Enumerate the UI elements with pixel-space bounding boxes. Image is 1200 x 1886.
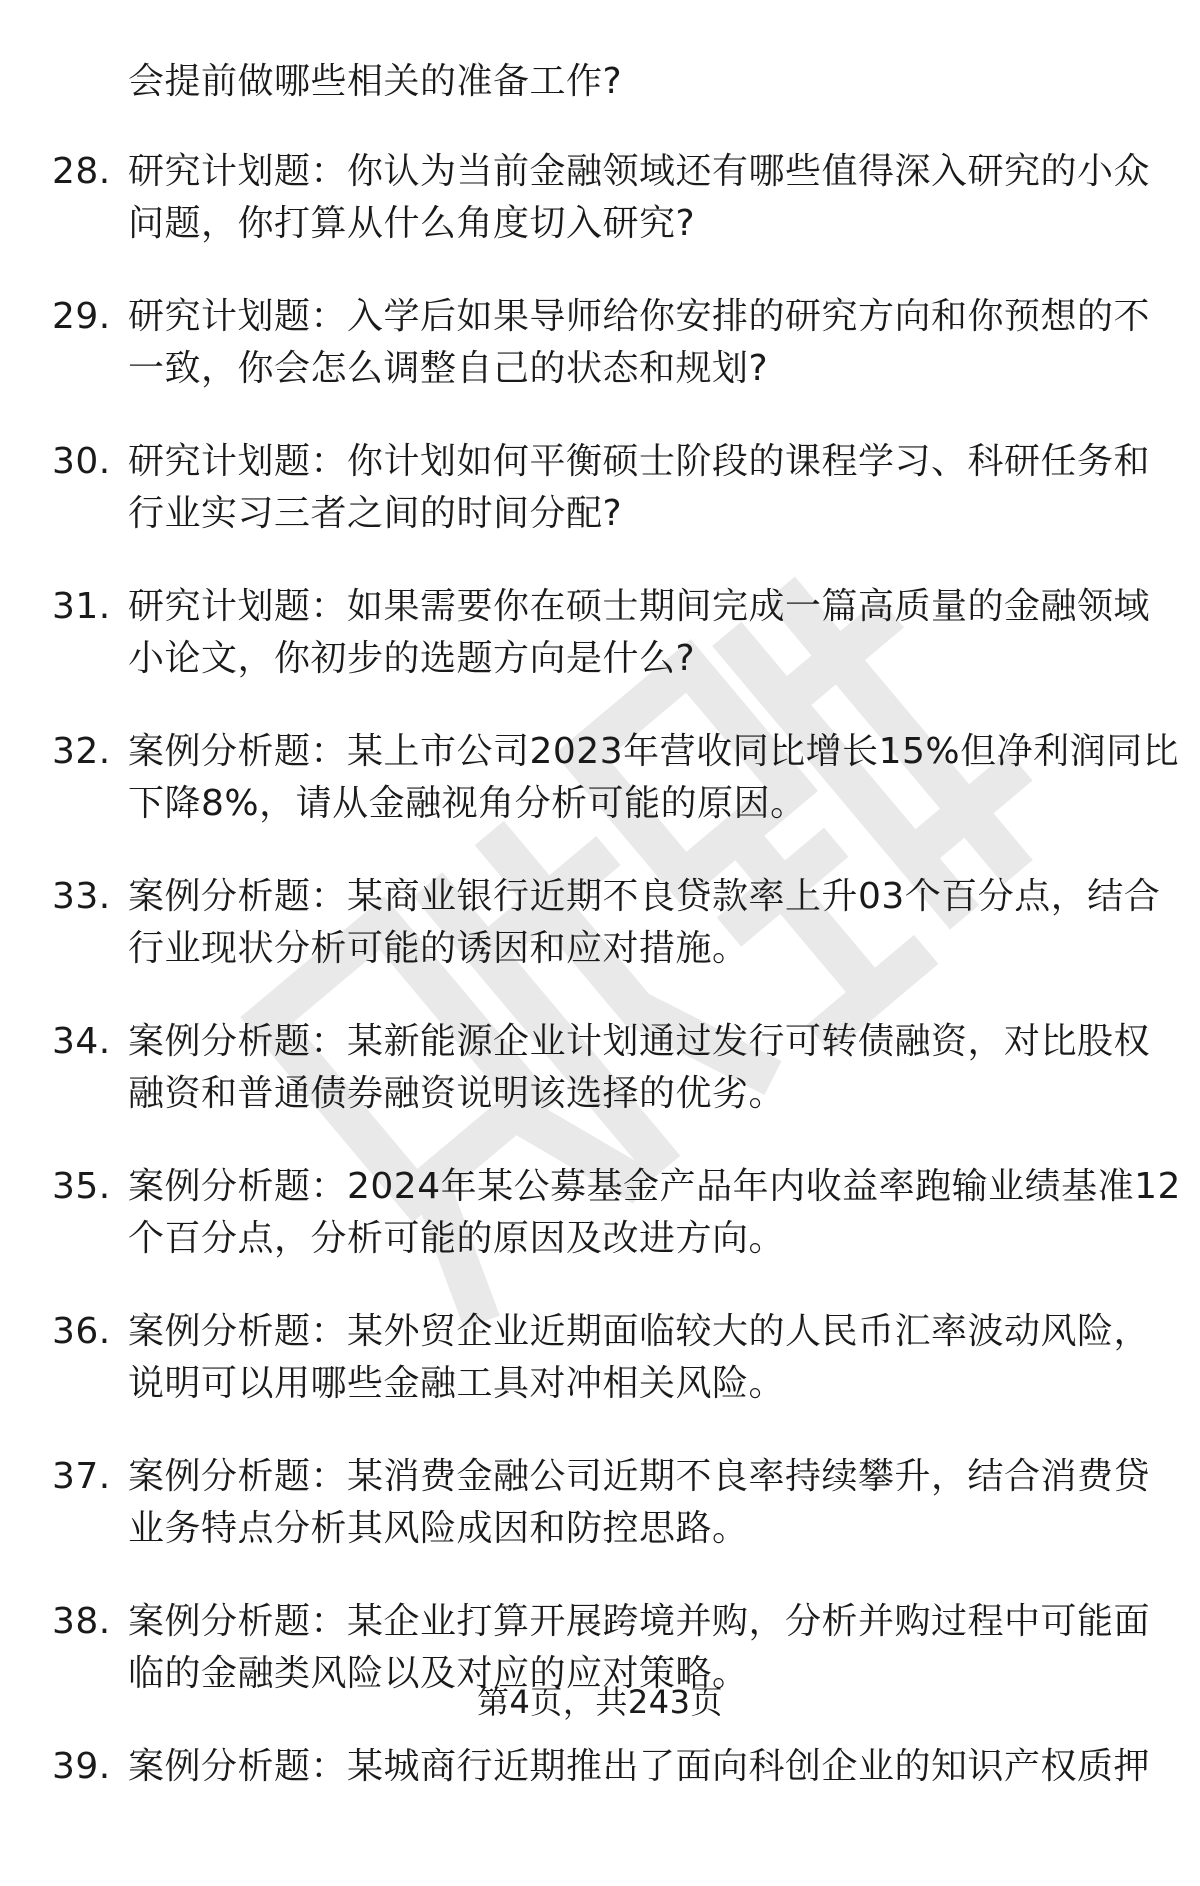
question-line: 行业实习三者之间的时间分配?	[128, 493, 623, 534]
list-item	[0, 291, 1200, 436]
question-number: 37.	[52, 1456, 111, 1497]
question-line: 案例分析题：某消费金融公司近期不良率持续攀升，结合消费贷	[128, 1456, 1151, 1497]
list-item	[0, 871, 1200, 1016]
question-line: 个百分点，分析可能的原因及改进方向。	[128, 1218, 786, 1259]
question-line: 案例分析题：某企业打算开展跨境并购，分析并购过程中可能面	[128, 1601, 1151, 1642]
list-item	[0, 1451, 1200, 1596]
question-text	[128, 1741, 1158, 1793]
list-item	[0, 1161, 1200, 1306]
question-line: 临的金融类风险以及对应的应对策略。	[128, 1653, 749, 1694]
list-item	[0, 436, 1200, 581]
question-line: 说明可以用哪些金融工具对冲相关风险。	[128, 1363, 786, 1404]
question-text	[128, 1161, 1181, 1265]
question-line: 融资和普通债券融资说明该选择的优劣。	[128, 1073, 786, 1114]
question-line: 案例分析题：某商业银行近期不良贷款率上升03个百分点，结合	[128, 876, 1161, 917]
question-line: 研究计划题：你认为当前金融领域还有哪些值得深入研究的小众	[128, 151, 1151, 192]
question-number: 29.	[52, 296, 111, 337]
question-line: 案例分析题：某上市公司2023年营收同比增长15%但净利润同比	[128, 731, 1180, 772]
question-line: 研究计划题：如果需要你在硕士期间完成一篇高质量的金融领域	[128, 586, 1151, 627]
question-text	[128, 1306, 1158, 1410]
question-line: 小论文，你初步的选题方向是什么?	[128, 638, 696, 679]
question-list	[0, 146, 1200, 1886]
question-line: 业务特点分析其风险成因和防控思路。	[128, 1508, 749, 1549]
page-footer: 第4页，共243页	[477, 1683, 723, 1721]
question-number: 39.	[52, 1746, 111, 1787]
question-text	[128, 291, 1158, 395]
list-item	[0, 1306, 1200, 1451]
question-text	[128, 1451, 1158, 1555]
question-text	[128, 871, 1161, 975]
question-line: 案例分析题：2024年某公募基金产品年内收益率跑输业绩基准12	[128, 1166, 1181, 1207]
list-item	[0, 581, 1200, 726]
list-item	[0, 1741, 1200, 1886]
question-line: 研究计划题：你计划如何平衡硕士阶段的课程学习、科研任务和	[128, 441, 1151, 482]
continuation-line: 会提前做哪些相关的准备工作?	[128, 61, 623, 102]
question-line: 研究计划题：入学后如果导师给你安排的研究方向和你预想的不	[128, 296, 1151, 337]
question-line: 一致，你会怎么调整自己的状态和规划?	[128, 348, 769, 389]
list-item	[0, 726, 1200, 871]
question-line: 问题，你打算从什么角度切入研究?	[128, 203, 696, 244]
question-number: 35.	[52, 1166, 111, 1207]
question-text	[128, 1016, 1158, 1120]
question-line: 案例分析题：某城商行近期推出了面向科创企业的知识产权质押	[128, 1746, 1151, 1787]
question-line: 案例分析题：某新能源企业计划通过发行可转债融资，对比股权	[128, 1021, 1151, 1062]
question-line: 行业现状分析可能的诱因和应对措施。	[128, 928, 749, 969]
question-number: 32.	[52, 731, 111, 772]
question-number: 31.	[52, 586, 111, 627]
question-number: 38.	[52, 1601, 111, 1642]
question-text	[128, 146, 1158, 250]
question-text	[128, 436, 1158, 540]
question-line: 案例分析题：某外贸企业近期面临较大的人民币汇率波动风险，	[128, 1311, 1151, 1352]
question-number: 30.	[52, 441, 111, 482]
question-number: 28.	[52, 151, 111, 192]
list-item	[0, 1016, 1200, 1161]
question-number: 33.	[52, 876, 111, 917]
question-number: 36.	[52, 1311, 111, 1352]
question-text	[128, 726, 1180, 830]
question-line: 下降8%，请从金融视角分析可能的原因。	[128, 783, 807, 824]
question-number: 34.	[52, 1021, 111, 1062]
question-text	[128, 581, 1158, 685]
list-item	[0, 146, 1200, 291]
